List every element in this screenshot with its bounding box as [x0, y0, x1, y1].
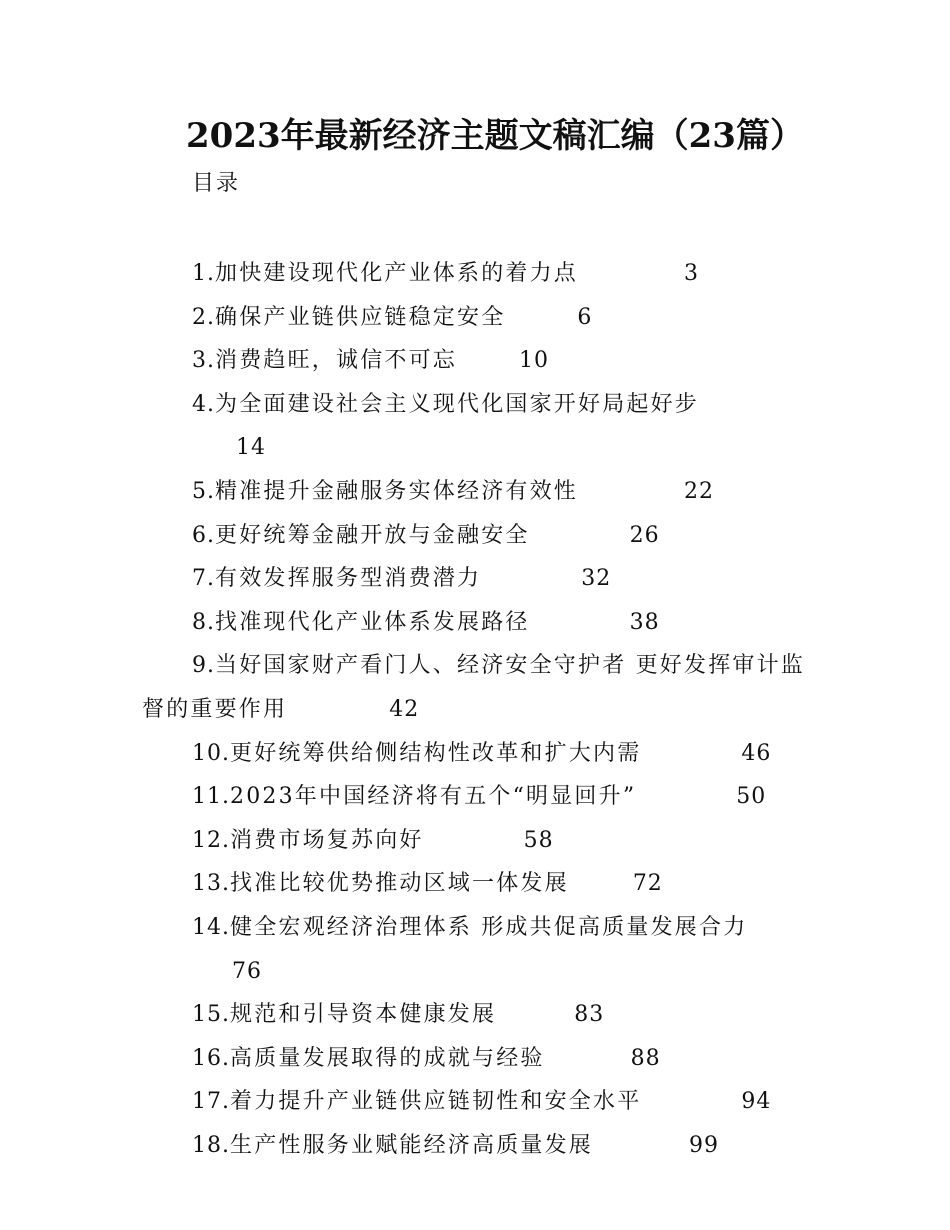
toc-entry-title: 2023年中国经济将有五个“明显回升” — [230, 784, 637, 810]
toc-entry-page: 42 — [389, 696, 420, 722]
toc-entry-number: 13. — [192, 871, 230, 897]
toc-entry-number: 9. — [192, 653, 215, 679]
toc-entry-page: 6 — [577, 304, 593, 330]
toc-entry-number: 4. — [192, 391, 215, 417]
toc-entry-number: 17. — [192, 1089, 230, 1115]
toc-heading: 目录 — [192, 171, 241, 196]
toc-entry-page: 3 — [684, 261, 700, 286]
toc-entry-page: 83 — [574, 1002, 605, 1028]
toc-entry[interactable] — [142, 993, 812, 1037]
toc-entry-number: 12. — [192, 827, 230, 853]
toc-entry-page: 50 — [736, 784, 767, 810]
toc-entry[interactable] — [142, 819, 812, 863]
toc-entry-title: 规范和引导资本健康发展 — [230, 1002, 497, 1028]
toc-entry[interactable] — [142, 470, 812, 514]
toc-entry-page: 10 — [519, 348, 550, 374]
toc-entry-number: 11. — [192, 784, 230, 810]
toc-entry[interactable] — [142, 557, 812, 601]
toc-entry-number: 8. — [192, 609, 215, 635]
toc-entry-title: 加快建设现代化产业体系的着力点 — [215, 261, 579, 286]
toc-entry-page: 94 — [741, 1089, 772, 1115]
toc-entry[interactable] — [142, 906, 812, 993]
toc-entry[interactable] — [142, 644, 812, 731]
toc-entry-title: 高质量发展取得的成就与经验 — [230, 1045, 545, 1071]
toc-entry-page: 99 — [689, 1132, 720, 1158]
toc-entry-number: 3. — [192, 348, 215, 374]
toc-entry-number: 5. — [192, 478, 215, 504]
toc-list — [142, 252, 812, 1167]
toc-entry-page: 38 — [629, 609, 660, 635]
toc-entry[interactable] — [142, 339, 812, 383]
toc-entry-number: 1. — [192, 261, 215, 286]
toc-entry-number: 15. — [192, 1002, 230, 1028]
toc-entry-page: 76 — [232, 958, 262, 984]
toc-entry[interactable] — [142, 1037, 812, 1081]
toc-entry-page: 88 — [630, 1045, 661, 1071]
toc-entry-page: 58 — [523, 827, 554, 853]
toc-entry-title: 当好国家财产看门人、经济安全守护者 更好发挥审计监督的重要作用 — [142, 653, 805, 722]
toc-entry-number: 18. — [192, 1132, 230, 1158]
toc-entry-title: 消费市场复苏向好 — [230, 827, 424, 853]
toc-entry-number: 7. — [192, 566, 215, 592]
toc-entry-title: 着力提升产业链供应链韧性和安全水平 — [230, 1089, 642, 1115]
toc-entry-page: 32 — [581, 566, 612, 592]
toc-entry[interactable] — [142, 732, 812, 776]
toc-entry-page: 14 — [236, 435, 266, 461]
toc-entry-page: 22 — [684, 478, 715, 504]
toc-entry-title: 健全宏观经济治理体系 形成共促高质量发展合力 — [230, 914, 748, 940]
toc-entry-number: 10. — [192, 740, 230, 766]
toc-entry[interactable] — [142, 775, 812, 819]
toc-entry-number: 14. — [192, 914, 230, 940]
toc-entry-title: 消费趋旺，诚信不可忘 — [215, 348, 458, 374]
toc-entry[interactable] — [142, 514, 812, 558]
toc-entry-title: 找准比较优势推动区域一体发展 — [230, 871, 569, 897]
toc-entry-title: 生产性服务业赋能经济高质量发展 — [230, 1132, 594, 1158]
toc-entry[interactable] — [142, 862, 812, 906]
toc-entry-title: 精准提升金融服务实体经济有效性 — [215, 478, 579, 504]
toc-entry-number: 16. — [192, 1045, 230, 1071]
toc-entry[interactable] — [142, 252, 812, 296]
toc-entry-page: 26 — [629, 522, 660, 548]
toc-entry-title: 更好统筹供给侧结构性改革和扩大内需 — [230, 740, 642, 766]
toc-entry-number: 6. — [192, 522, 215, 548]
toc-entry[interactable] — [142, 1080, 812, 1124]
toc-entry[interactable] — [142, 601, 812, 645]
document-title: 2023年最新经济主题文稿汇编（23篇） — [186, 116, 804, 156]
toc-entry-title: 确保产业链供应链稳定安全 — [215, 304, 506, 330]
toc-entry[interactable] — [142, 296, 812, 340]
toc-entry[interactable] — [142, 383, 812, 470]
toc-entry-title: 更好统筹金融开放与金融安全 — [215, 522, 530, 548]
toc-entry-title: 为全面建设社会主义现代化国家开好局起好步 — [215, 391, 700, 417]
toc-entry-page: 46 — [741, 740, 772, 766]
toc-entry-title: 有效发挥服务型消费潜力 — [215, 566, 482, 592]
toc-entry[interactable] — [142, 1124, 812, 1168]
toc-entry-title: 找准现代化产业体系发展路径 — [215, 609, 530, 635]
toc-entry-page: 72 — [632, 871, 663, 897]
toc-entry-number: 2. — [192, 304, 215, 330]
